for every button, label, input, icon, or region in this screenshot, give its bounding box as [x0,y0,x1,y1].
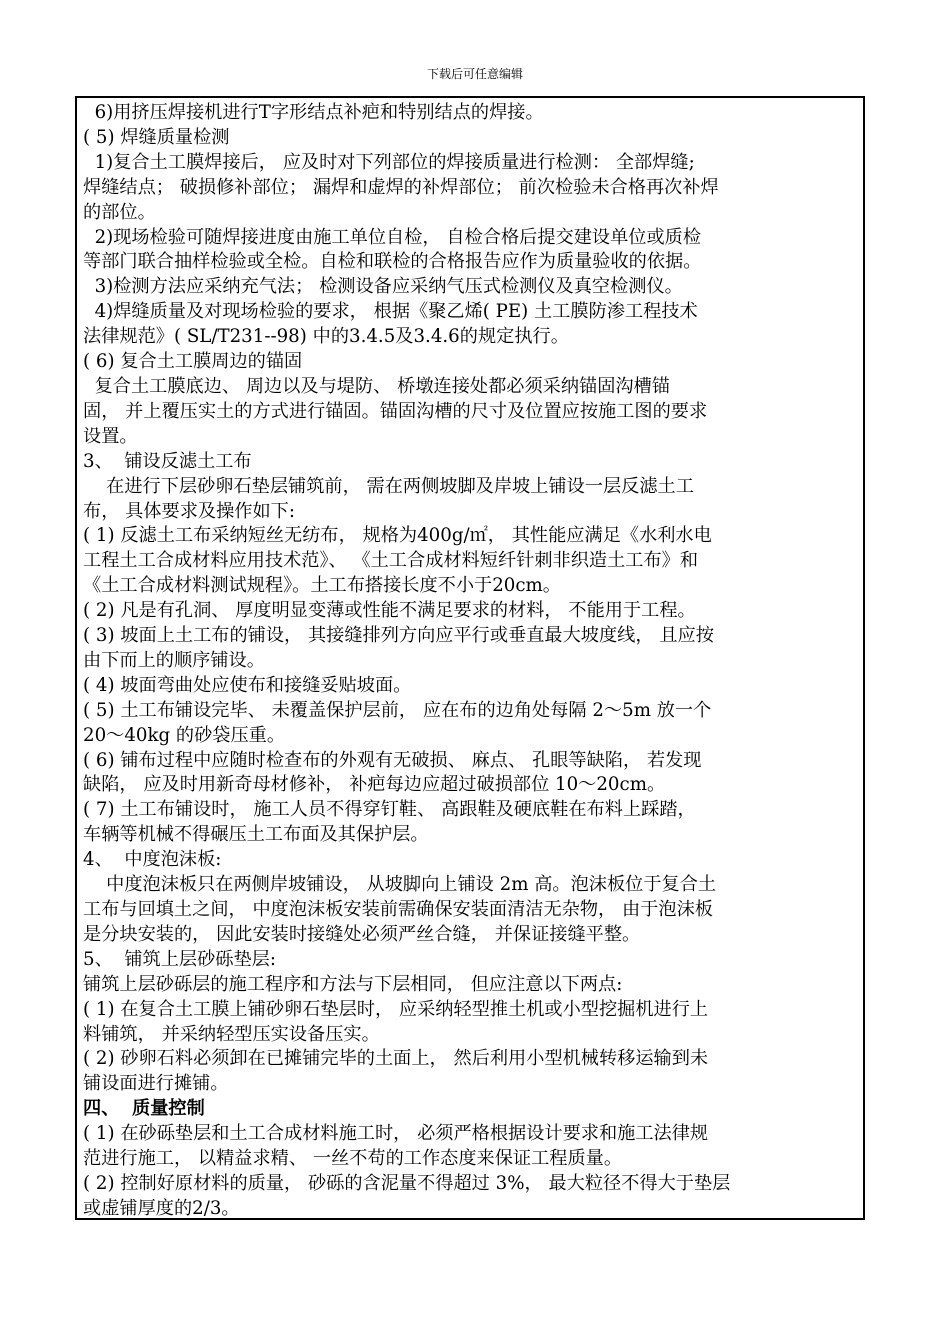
text-line: 20～40kg 的砂袋压重。 [83,724,286,746]
text-line: 由下而上的顺序铺设。 [83,649,265,671]
text-line: 在进行下层砂卵石垫层铺筑前， 需在两侧坡脚及岸坡上铺设一层反滤土工 [83,475,694,497]
text-line: 工布与回填土之间， 中度泡沫板安装前需确保安装面清洁无杂物， 由于泡沫板 [83,899,713,920]
text-line: 或虚铺厚度的2/3。 [83,1197,240,1219]
text-line: ( 5) 土工布铺设完毕、 未覆盖保护层前， 应在布的边角处每隔 2～5m 放一个 [83,699,712,721]
text-line: 3)检测方法应采纳充气法； 检测设备应采纳气压式检测仪及真空检测仪。 [83,276,683,298]
text-line: ( 2) 控制好原材料的质量， 砂砾的含泥量不得超过 3%， 最大粒径不得大于垫层 [83,1172,731,1194]
text-line: 4)焊缝质量及对现场检验的要求， 根据《聚乙烯( PE) 土工膜防渗工程技术 [83,301,698,323]
text-line: ( 2) 砂卵石料必须卸在已摊铺完毕的土面上， 然后利用小型机械转移运输到未 [83,1048,709,1070]
text-line: 铺筑上层砂砾层的施工程序和方法与下层相同， 但应注意以下两点: [83,973,623,995]
text-line: 料铺筑， 并采纳轻型压实设备压实。 [83,1023,380,1045]
text-line: ( 6) 铺布过程中应随时检查布的外观有无破损、 麻点、 孔眼等缺陷， 若发现 [83,749,702,771]
text-line: ( 2) 凡是有孔洞、 厚度明显变薄或性能不满足要求的材料， 不能用于工程。 [83,600,696,622]
text-line: ( 3) 坡面上土工布的铺设， 其接缝排列方向应平行或垂直最大坡度线， 且应按 [83,625,714,647]
text-line: 焊缝结点； 破损修补部位； 漏焊和虚焊的补焊部位； 前次检验未合格再次补焊 [83,176,719,198]
text-line: 缺陷， 应及时用新奇母材修补， 补疤每边应超过破损部位 10～20cm。 [83,774,666,796]
document-body-frame [75,96,865,1220]
section-heading: ( 5) 焊缝质量检测 [83,126,230,148]
text-line: ( 7) 土工布铺设时， 施工人员不得穿钉鞋、 高跟鞋及硬底鞋在布料上踩踏， [83,799,696,821]
header-note: 下载后可任意编辑 [426,67,523,81]
section-heading: 5、 铺筑上层砂砾垫层: [83,948,276,970]
text-line: 车辆等机械不得碾压土工布面及其保护层。 [83,824,429,846]
text-line: 2)现场检验可随焊接进度由施工单位自检， 自检合格后提交建设单位或质检 [83,226,702,248]
section-heading: ( 6) 复合土工膜周边的锚固 [83,351,303,373]
text-line: ( 1) 在砂砾垫层和土工合成材料施工时， 必须严格根据设计要求和施工法律规 [83,1123,709,1145]
section-heading: 4、 中度泡沫板: [83,849,222,871]
text-line: 1)复合土工膜焊接后， 应及时对下列部位的焊接质量进行检测： 全部焊缝; [83,151,695,173]
section-heading: 3、 铺设反滤土工布 [83,450,252,472]
text-line: 范进行施工， 以精益求精、 一丝不苟的工作态度来保证工程质量。 [83,1148,623,1170]
text-line: 《土工合成材料测试规程》。土工布搭接长度不小于20cm。 [83,575,561,597]
text-line: 设置。 [83,425,138,447]
text-line: 法律规范》( SL/T231--98) 中的3.4.5及3.4.6的规定执行。 [83,326,569,348]
text-line: ( 1) 在复合土工膜上铺砂卵石垫层时， 应采纳轻型推土机或小型挖掘机进行上 [83,998,709,1020]
text-line: 复合土工膜底边、 周边以及与堤防、 桥墩连接处都必须采纳锚固沟槽锚 [83,375,670,397]
text-line: 的部位。 [83,201,156,223]
text-line: 中度泡沫板只在两侧岸坡铺设， 从坡脚向上铺设 2m 高。泡沫板位于复合土 [83,874,717,896]
chapter-heading: 四、 质量控制 [83,1098,205,1120]
text-line: 工程土工合成材料应用技术范》、 《土工合成材料短纤针刺非织造土工布》和 [83,550,699,572]
text-line: ( 1) 反滤土工布采纳短丝无纺布， 规格为400g/㎡， 其性能应满足《水利水电 [83,525,712,547]
text-line: ( 4) 坡面弯曲处应使布和接缝妥贴坡面。 [83,674,412,696]
text-line: 6)用挤压焊接机进行T字形结点补疤和特别结点的焊接。 [83,102,544,123]
text-line: 布， 具体要求及操作如下: [83,500,295,522]
text-line: 等部门联合抽样检验或全检。自检和联检的合格报告应作为质量验收的依据。 [83,251,702,273]
text-line: 固， 并上覆压实土的方式进行锚固。锚固沟槽的尺寸及位置应按施工图的要求 [83,400,708,422]
text-line: 铺设面进行摊铺。 [83,1073,229,1095]
text-line: 是分块安装的， 因此安装时接缝处必须严丝合缝， 并保证接缝平整。 [83,923,641,945]
